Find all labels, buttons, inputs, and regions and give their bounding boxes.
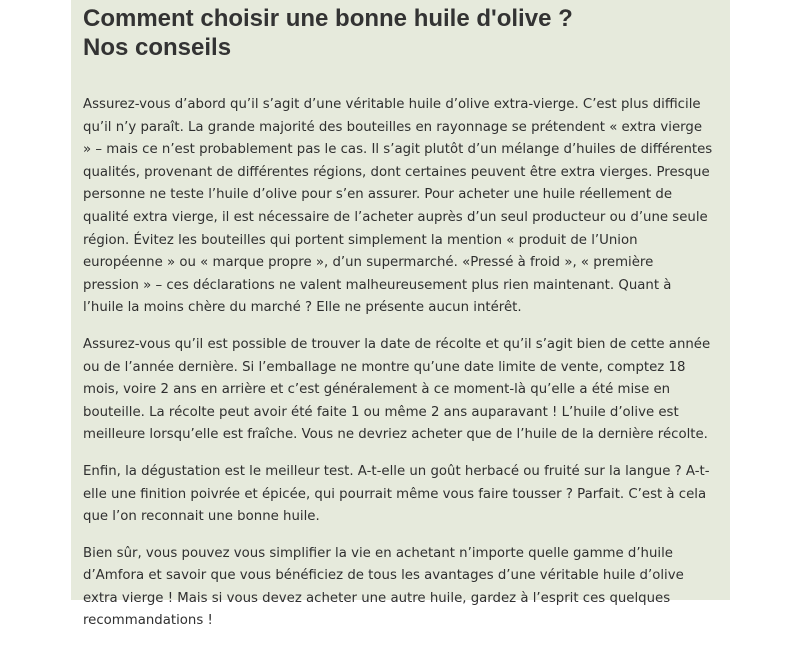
article-title-line-2: Nos conseils bbox=[83, 34, 232, 61]
article-title-line-1: Comment choisir une bonne huile d'olive ? bbox=[83, 5, 573, 32]
article-paragraph-1: Assurez-vous d’abord qu’il s’agit d’une véritable huile d’olive extra-vierge. C’est plus difficile qu’il n’y paraît. La grande majorité des bouteilles en rayonnage se prétendent « extra vierge » – mais ce n’est probablement pas le cas. Il s’agit plutôt d’un mélange d’huiles de différentes qualités, provenant de différentes régions, dont certaines peuvent être extra vierges. Presque personne ne teste l’huile d’olive pour s’en assurer. Pour acheter une huile réellement de qualité extra vierge, il est nécessaire de l’acheter auprès d’un seul producteur ou d’une seule région. Évitez les bouteilles qui portent simplement la mention « produit de l’Union européenne » ou « marque propre », d’un supermarché. «Pressé à froid », « première pression » – ces déclarations ne valent malheureusement plus rien maintenant. Quant à l’huile la moins chère du marché ? Elle ne présente aucun intérêt. bbox=[83, 97, 713, 316]
article-paragraph-3: Enfin, la dégustation est le meilleur test. A-t-elle un goût herbacé ou fruité sur la langue ? A-t-elle une finition poivrée et épicée, qui pourrait même vous faire tousser ? Parfait. C’est à cela que l’on reconnait une bonne huile. bbox=[83, 463, 710, 525]
article-paragraph-2: Assurez-vous qu’il est possible de trouver la date de récolte et qu’il s’agit bien de cette année ou de l’année dernière. Si l’emballage ne montre qu’une date limite de vente, comptez 18 mois, voire 2 ans en arrière et c’est généralement à ce moment-là qu’elle a été mise en bouteille. La récolte peut avoir été faite 1 ou même 2 ans auparavant ! L’huile d’olive est meilleure lorsqu’elle est fraîche. Vous ne devriez acheter que de l’huile de la dernière récolte. bbox=[83, 336, 711, 443]
article-panel bbox=[71, 0, 730, 629]
article-body bbox=[83, 94, 713, 647]
article-paragraph-4: Bien sûr, vous pouvez vous simplifier la vie en achetant n’importe quelle gamme d’huile d’Amfora et savoir que vous bénéficiez de tous les avantages d’une véritable huile d’olive extra vierge ! Mais si vous devez acheter une autre huile, gardez à l’esprit ces quelques recommandations ! bbox=[83, 545, 684, 629]
article-title bbox=[83, 4, 713, 62]
